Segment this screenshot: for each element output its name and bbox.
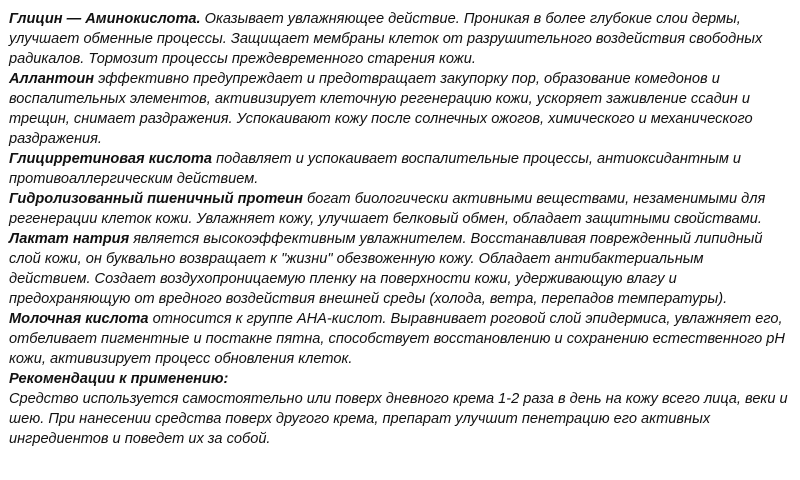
ingredient-glycyrrhetinic-acid — [9, 149, 789, 189]
ingredient-description: относится к группе АНА-кислот. Выравнивает роговой слой эпидермиса, увлажняет его, отбеливает пигментные и постакне пятна, способствует восстановлению и сохранению естественного pH кожи, активизирует процесс обновления клеток. — [9, 311, 785, 367]
ingredient-lactic-acid — [9, 309, 789, 369]
ingredient-term: Гидролизованный пшеничный протеин — [9, 191, 303, 207]
ingredient-term: Глицин — Аминокислота. — [9, 11, 201, 27]
ingredient-sodium-lactate — [9, 229, 789, 309]
recommendations-heading: Рекомендации к применению: — [9, 371, 229, 387]
ingredient-term: Аллантоин — [9, 71, 95, 87]
ingredient-description: Оказывает увлажняющее действие. Проникая в более глубокие слои дермы, улучшает обменные процессы. Защищает мембраны клеток от разрушительного воздействия свободных радикалов. Тормозит процессы преждевременного старения кожи. — [9, 11, 763, 67]
ingredient-glycine — [9, 9, 789, 69]
ingredient-description: богат биологически активными веществами, незаменимыми для регенерации клеток кожи. Увлажняет кожу, улучшает белковый обмен, обладает защитными свойствами. — [9, 191, 766, 227]
ingredient-description: является высокоэффективным увлажнителем. Восстанавливая поврежденный липидный слой кожи, он буквально возвращает к "жизни" обезвоженную кожу. Обладает антибактериальным действием. Создает воздухопроницаемую пленку на поверхности кожи, удерживающую влагу и предохраняющую от вредного воздействия внешней среды (холода, ветра, перепадов температуры). — [9, 231, 763, 307]
ingredient-wheat-protein — [9, 189, 789, 229]
ingredient-description: подавляет и успокаивает воспалительные процессы, антиоксидантным и противоаллергическим действием. — [9, 151, 742, 187]
ingredient-term: Глицирретиновая кислота — [9, 151, 213, 167]
ingredient-term: Молочная кислота — [9, 311, 149, 327]
recommendations-text: Средство используется самостоятельно или поверх дневного крема 1-2 раза в день на кожу всего лица, веки и шею. При нанесении средства поверх другого крема, препарат улучшит пенетрацию его активных ингредиентов и поведет их за собой. — [9, 391, 788, 447]
ingredients-document — [9, 9, 789, 449]
ingredient-term: Лактат натрия — [9, 231, 130, 247]
ingredient-description: эффективно предупреждает и предотвращает закупорку пор, образование комедонов и воспалительных элементов, активизирует клеточную регенерацию кожи, ускоряет заживление ссадин и трещин, снимает раздражения. Успокаивают кожу после солнечных ожогов, химического и механического раздражения. — [9, 71, 753, 147]
ingredient-allantoin — [9, 69, 789, 149]
